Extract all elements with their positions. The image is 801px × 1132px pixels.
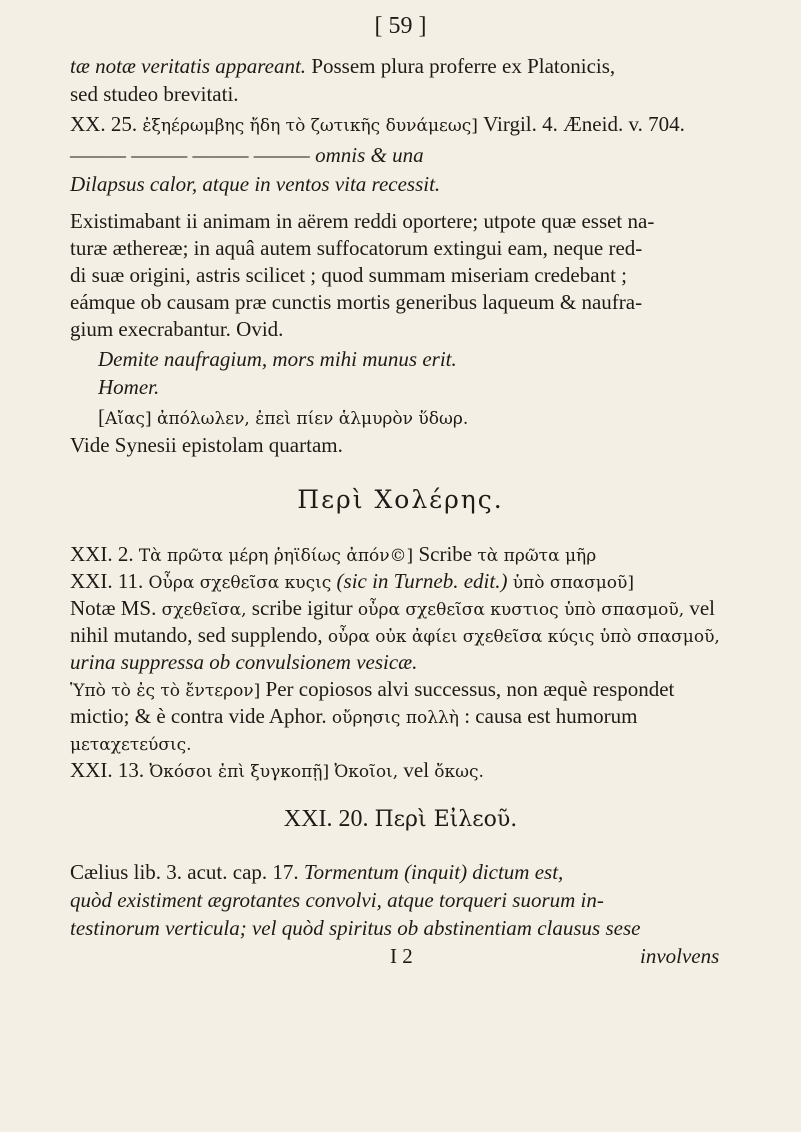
text-segment: turæ æthereæ; in aquâ autem suffocatorum extingui eam, neque red- — [70, 236, 643, 260]
text-line — [70, 648, 417, 676]
text-segment: : causa est humorum — [458, 704, 638, 728]
text-segment: Cælius lib. 3. acut. cap. 17. — [70, 860, 304, 884]
text-segment: Vide Synesii epistolam quartam. — [70, 433, 343, 457]
greek-segment: οὖρα οὐκ ἀφίει σχεθεῖσα κύςις ὑπὸ σπασμοῦ, — [327, 627, 720, 647]
text-segment: vel — [398, 758, 435, 782]
text-segment: XXI. 11. — [70, 569, 149, 593]
text-line — [70, 914, 640, 942]
section-heading — [0, 805, 801, 834]
greek-segment: ἐξηέρωμβης ἤδη τὸ ζωτικῆς δυνάμεως] — [142, 116, 478, 136]
greek-segment: Οὖρα σχεθεῖσα κυςις — [148, 573, 332, 593]
text-segment: urina suppressa ob convulsionem vesicæ. — [70, 650, 418, 674]
text-line — [70, 261, 627, 289]
text-segment: Possem plura proferre ex Platonicis, — [306, 54, 616, 78]
signature-mark — [390, 942, 413, 970]
text-segment: I 2 — [390, 944, 413, 968]
text-segment: sed studeo brevitati. — [70, 82, 239, 106]
text-line — [70, 858, 563, 886]
text-line — [70, 431, 343, 459]
greek-heading: Περὶ Εἰλεοῦ. — [374, 807, 518, 832]
text-line — [70, 80, 239, 108]
text-segment: Homer. — [98, 375, 160, 399]
text-segment: Existimabant ii animam in aërem reddi oportere; utpote quæ esset na- — [70, 209, 655, 233]
text-line — [70, 288, 642, 316]
text-segment: Per copiosos alvi successus, non æquè respondet — [260, 677, 675, 701]
greek-segment: Αἴας] ἀπόλωλεν, ἐπεὶ πίεν ἁλμυρὸν ὕδωρ. — [105, 409, 469, 429]
text-segment: di suæ origini, astris scilicet ; quod summam miseriam credebant ; — [70, 263, 627, 287]
text-line — [70, 110, 685, 140]
text-line — [70, 886, 604, 914]
greek-segment: ὑπὸ σπασμοῦ] — [512, 573, 634, 593]
text-segment: Tormentum (inquit) dictum est, — [303, 860, 564, 884]
greek-segment: μεταχετεύσις. — [70, 735, 192, 755]
text-line — [70, 594, 715, 624]
catchword — [640, 942, 719, 970]
text-line — [98, 403, 468, 433]
text-line — [70, 207, 654, 235]
verse-line: Dilapsus calor, atque in ventos vita recessit. — [70, 172, 441, 196]
text-segment: gium execrabantur. Ovid. — [70, 317, 284, 341]
text-line — [70, 621, 720, 651]
verse-line: Demite naufragium, mors mihi munus erit. — [98, 347, 457, 371]
section-heading — [0, 485, 801, 514]
greek-segment: οὔρησις πολλὴ — [331, 708, 459, 728]
greek-segment: οὖρα σχεθεῖσα κυστιος ὑπὸ σπασμοῦ, — [357, 600, 685, 620]
text-segment: scribe igitur — [246, 596, 358, 620]
text-segment: XXI. 20. — [283, 806, 375, 832]
text-line — [70, 141, 424, 169]
greek-segment: Τὰ πρῶτα μέρη ῥηϊδίως ἀπόν©] — [138, 546, 414, 566]
text-line — [70, 567, 634, 597]
text-line — [70, 52, 615, 80]
text-segment: eámque ob causam præ cunctis mortis generibus laqueum & naufra- — [70, 290, 643, 314]
text-segment: XXI. 2. — [70, 542, 139, 566]
text-line — [98, 345, 457, 373]
text-segment: Notæ MS. — [70, 596, 162, 620]
text-line — [70, 756, 484, 786]
greek-segment: ὄκως. — [434, 762, 484, 782]
greek-heading: Περὶ Χολέρης. — [297, 485, 504, 514]
greek-segment: Ὑπὸ τὸ ἐς τὸ ἔντερον] — [70, 681, 261, 701]
text-line — [70, 675, 674, 705]
text-line — [70, 170, 440, 198]
text-segment: tæ notæ veritatis appareant. — [70, 54, 307, 78]
greek-segment: Ὀκοῖοι, — [334, 762, 399, 782]
text-segment: Scribe — [413, 542, 478, 566]
text-segment: [ — [98, 405, 105, 429]
text-line — [70, 540, 596, 570]
text-segment: Virgil. 4. Æneid. v. 704. — [477, 112, 685, 136]
text-segment: vel — [684, 596, 716, 620]
text-line — [98, 373, 159, 401]
text-segment: quòd existiment ægrotantes convolvi, atque torqueri suorum in- — [70, 888, 604, 912]
text-segment: nihil mutando, sed supplendo, — [70, 623, 328, 647]
text-segment: mictio; & è contra vide Aphor. — [70, 704, 332, 728]
text-segment: XXI. 13. — [70, 758, 150, 782]
text-segment: involvens — [640, 944, 720, 968]
text-segment: (sic in Turneb. edit.) — [331, 569, 513, 593]
text-line — [70, 729, 192, 759]
verse-line: ——— ——— ——— ——— omnis & una — [70, 143, 424, 167]
text-line — [70, 234, 642, 262]
greek-segment: σχεθεῖσα, — [161, 600, 247, 620]
greek-segment: Ὀκόσοι ἐπὶ ξυγκοπῇ] — [149, 762, 330, 782]
text-segment: testinorum verticula; vel quòd spiritus ob abstinentiam clausus sese — [70, 916, 641, 940]
text-segment: XX. 25. — [70, 112, 143, 136]
greek-segment: τὰ πρῶτα μῆρ — [477, 546, 597, 566]
text-line — [70, 315, 283, 343]
page-number: [ 59 ] — [374, 13, 427, 39]
text-line — [70, 702, 637, 732]
